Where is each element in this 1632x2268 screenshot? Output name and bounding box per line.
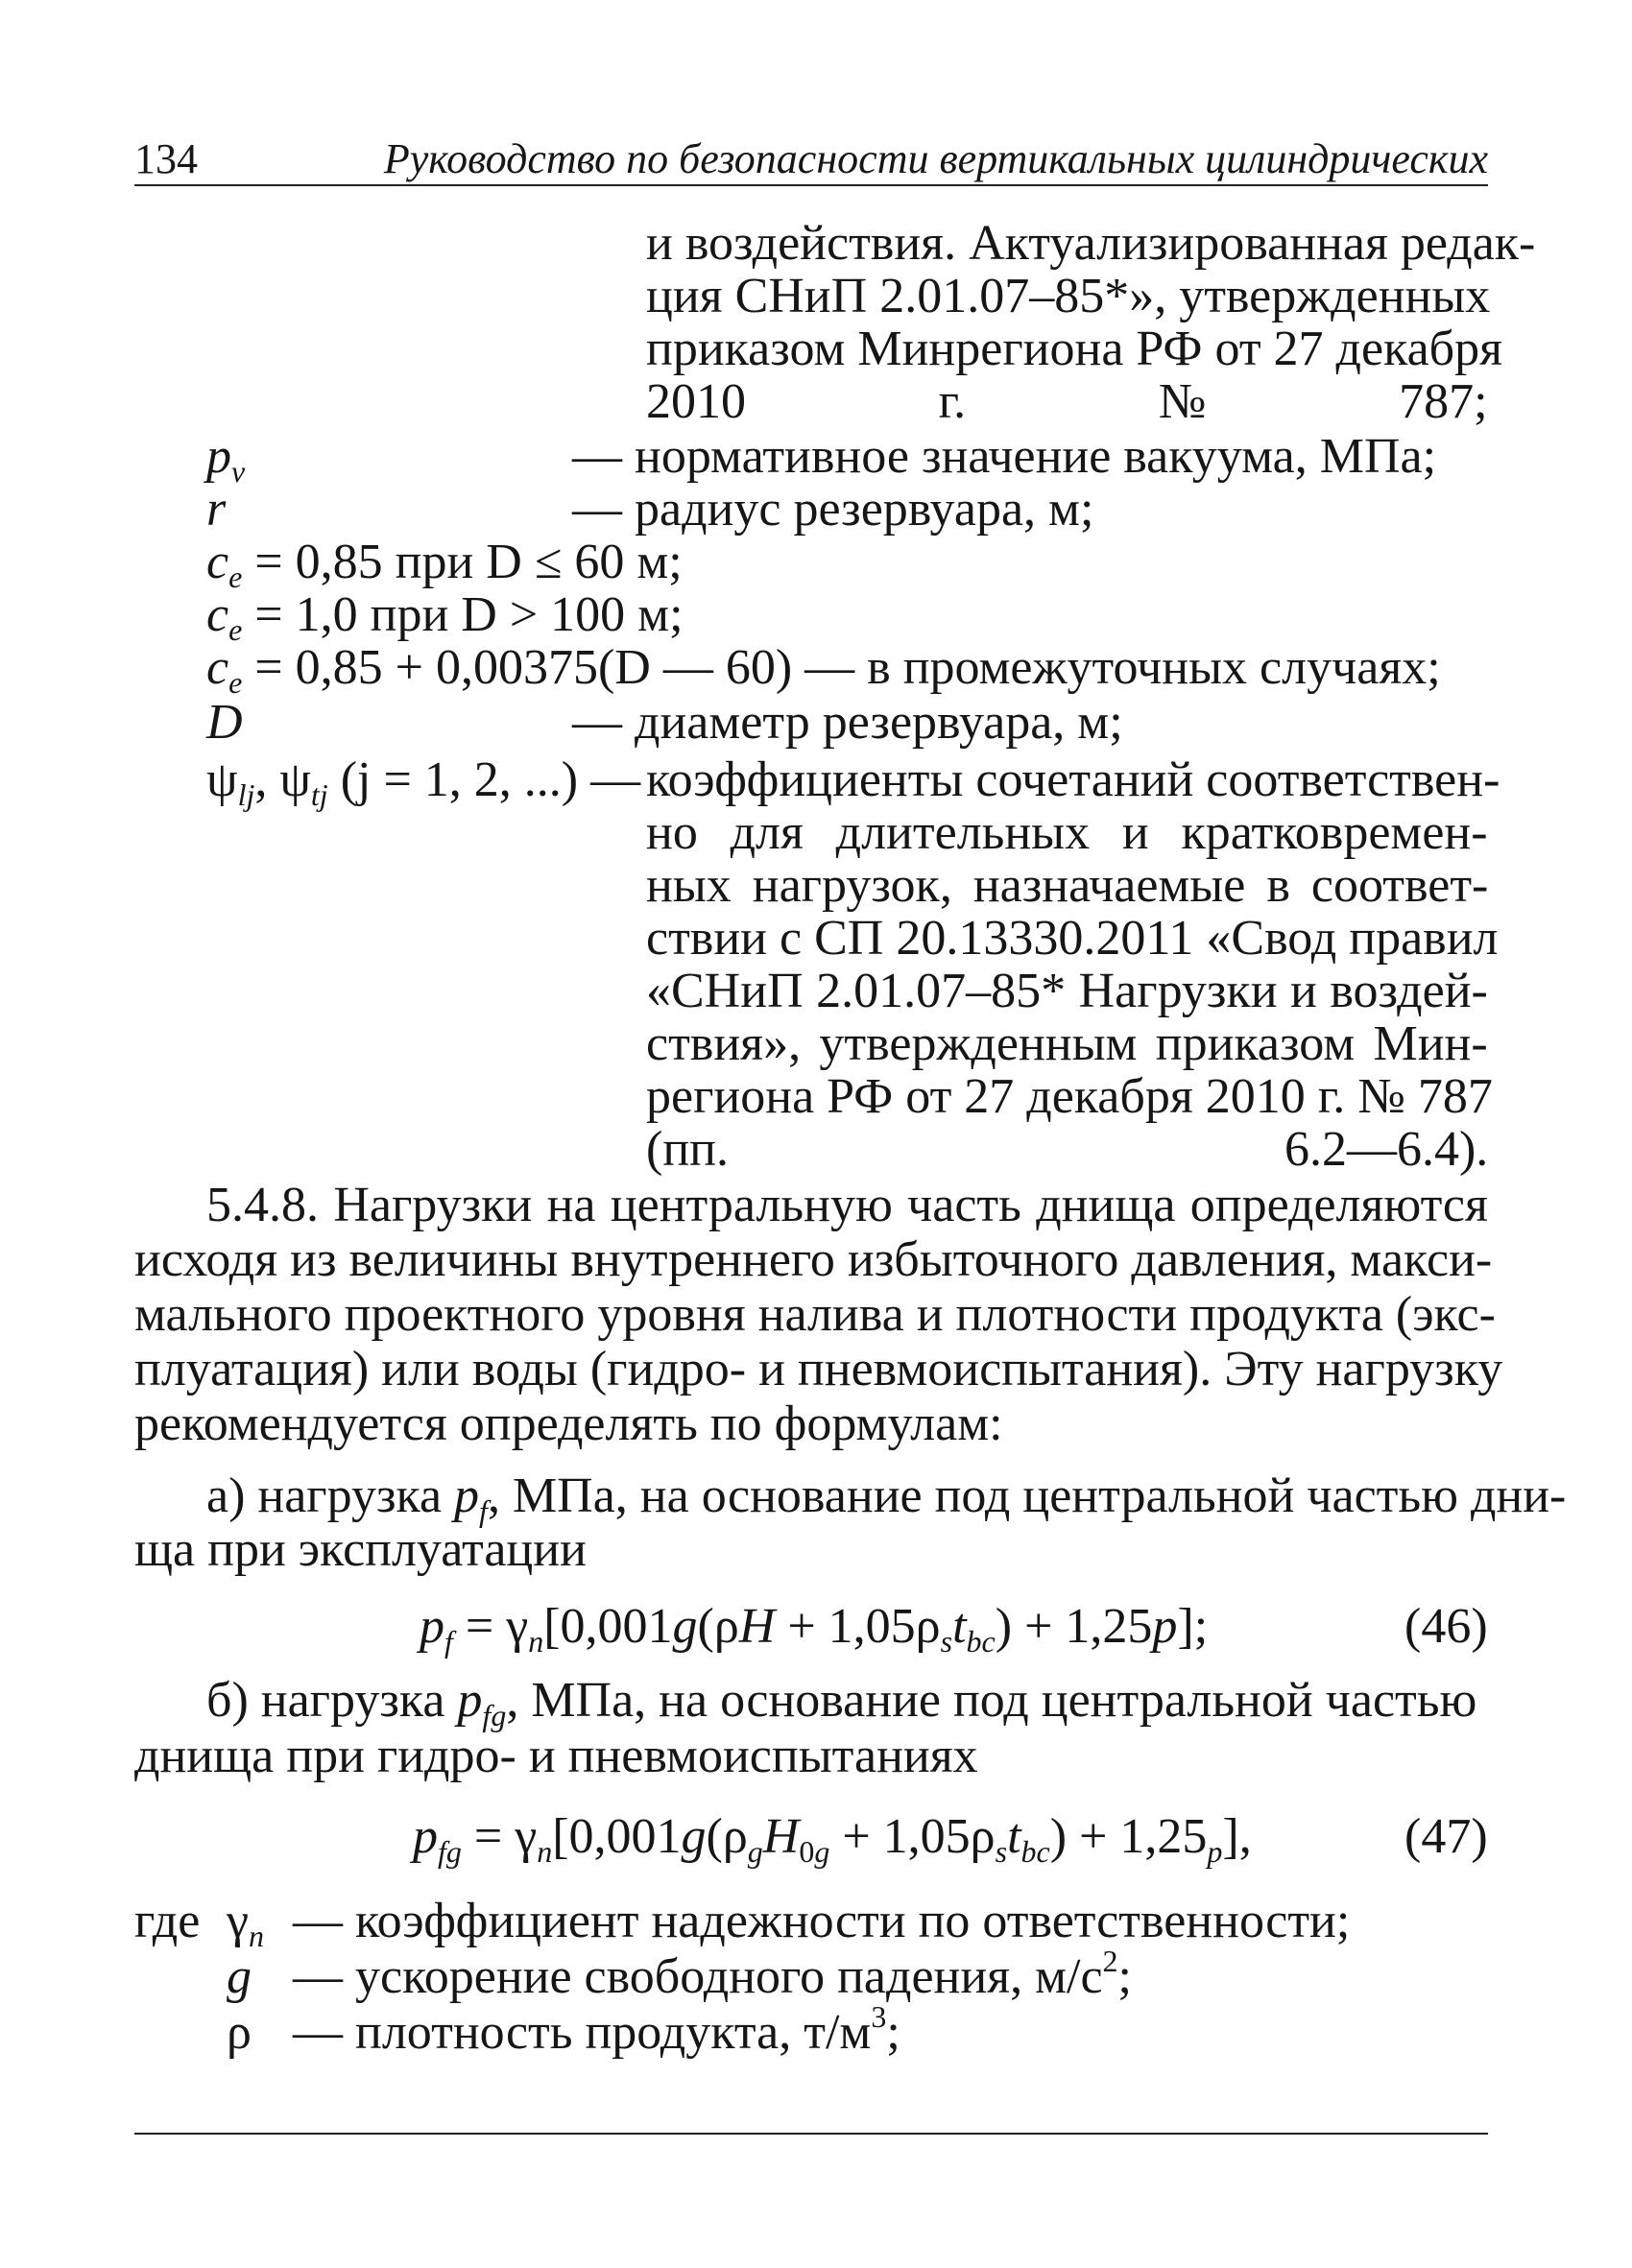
section-line-2: исходя из величины внутреннего избыточного давления, макси- (134, 1232, 1493, 1287)
running-title: Руководство по безопасности вертикальных цилиндрических (383, 135, 1488, 182)
section-line-1: 5.4.8. Нагрузки на центральную часть днища определяются (206, 1178, 1488, 1232)
symbol-gamma-n: $\gamma_n$ (227, 1894, 264, 1953)
equation-47-number: (47) (1404, 1809, 1488, 1864)
psi-line-7: региона РФ от 27 декабря 2010 г. № 787 (646, 1069, 1493, 1124)
psi-line-5: «СНиП 2.01.07–85* Нагрузки и воздей- (646, 964, 1488, 1018)
psi-line-8: (пп. 6.2—6.4). (646, 1122, 1489, 1177)
definition-rho: — плотность продукта, $т/м^3$; (293, 1999, 900, 2060)
intro-line-4: 2010 г. № 787; (646, 374, 1488, 429)
definition-D: — диаметр резервуара, м; (572, 695, 1123, 750)
ce-condition-2: $c_e = 1,0$ при D > 100 м; (206, 587, 684, 647)
psi-line-3: ных нагрузок, назначаемые в соответ- (646, 858, 1489, 913)
equation-47: $p_{fg} = \gamma_n[0,001g(\rho_gH_{0g} + 1,05\rho_st_{bc}) + 1,25_p]$, (413, 1809, 1252, 1869)
footer-rule (134, 2133, 1488, 2135)
intro-line-1: и воздействия. Актуализированная редак- (646, 216, 1536, 271)
section-line-4: плуатация) или воды (гидро- и пневмоиспытания). Эту нагрузку (134, 1342, 1503, 1397)
definition-pv: — нормативное значение вакуума, МПа; (572, 429, 1437, 484)
symbol-pv: $p_v$ (206, 429, 246, 489)
psi-line-2: но для длительных и кратковремен- (646, 805, 1488, 860)
item-b-line-1: б) нагрузка $p_{fg}$, МПа, на основание под центральной частью (206, 1673, 1477, 1732)
symbol-r: r (206, 482, 227, 537)
psi-line-1: коэффициенты сочетаний соответствен- (646, 752, 1500, 807)
section-line-3: мального проектного уровня налива и плотности продукта (экс- (134, 1287, 1496, 1342)
item-b-line-2: днища при гидро- и пневмоиспытаниях (134, 1729, 978, 1783)
ce-condition-3: $c_e = 0,85 + 0,00375(D$ — 60) — в промежуточных случаях; (206, 640, 1441, 700)
section-line-5: рекомендуется определять по формулам: (134, 1397, 1003, 1451)
where-label: где (134, 1894, 201, 1948)
ce-condition-1: $c_e = 0,85$ при D ≤ 60 м; (206, 535, 683, 594)
intro-line-3: приказом Минрегиона РФ от 27 декабря (646, 322, 1503, 376)
item-a-line-1: а) нагрузка $p_f$, МПа, на основание под центральной частью дни- (206, 1468, 1567, 1528)
intro-line-2: ция СНиП 2.01.07–85*», утвержденных (646, 269, 1491, 323)
equation-46: $p_f = \gamma_n[0,001g(\rho H + 1,05\rho_st_{bc}) + 1,25p]$; (420, 1599, 1209, 1659)
psi-line-6: ствия», утвержденным приказом Мин- (646, 1016, 1488, 1071)
symbol-psi: $\psi_{lj}$, $\psi_{tj}$ (j = 1, 2, ...) — (206, 752, 641, 812)
definition-r: — радиус резервуара, м; (572, 482, 1094, 537)
symbol-g: g (227, 1949, 252, 2004)
symbol-rho: ρ (227, 2005, 252, 2060)
page-number: 134 (134, 135, 198, 182)
definition-g: — ускорение свободного падения, $м/с^2$; (293, 1944, 1132, 2004)
psi-line-4: ствии с СП 20.13330.2011 «Свод правил (646, 911, 1499, 966)
item-a-line-2: ща при эксплуатации (134, 1522, 587, 1577)
equation-46-number: (46) (1404, 1599, 1488, 1654)
page-header (134, 134, 1488, 186)
symbol-D: D (206, 695, 243, 750)
definition-gamma-n: — коэффициент надежности по ответственности; (293, 1894, 1351, 1948)
